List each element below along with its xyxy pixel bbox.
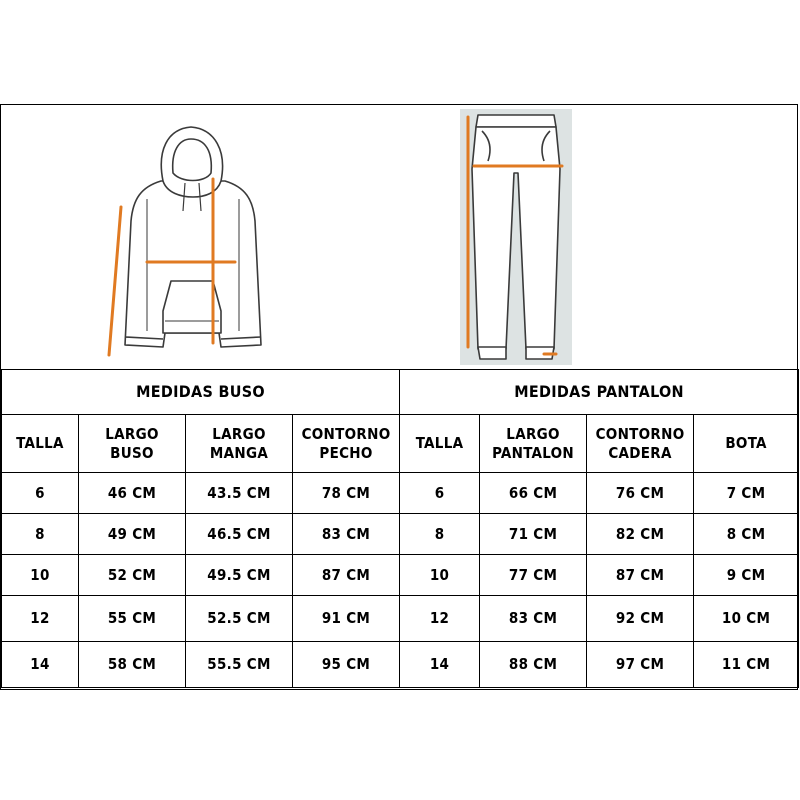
table-row xyxy=(2,642,799,688)
header-largo-pantalon: LARGO PANTALON xyxy=(480,415,587,473)
header-largo-buso: LARGO BUSO xyxy=(79,415,186,473)
cell-contorno-cadera: 87 CM xyxy=(587,555,694,596)
cell-largo-manga: 46.5 CM xyxy=(186,514,293,555)
cell-largo-manga: 52.5 CM xyxy=(186,596,293,642)
table-row xyxy=(2,473,799,514)
cell-bota: 8 CM xyxy=(694,514,799,555)
cell-largo-pantalon: 88 CM xyxy=(480,642,587,688)
cell-contorno-cadera: 76 CM xyxy=(587,473,694,514)
hoodie-diagram xyxy=(101,121,281,361)
cell-contorno-pecho: 87 CM xyxy=(293,555,400,596)
table-row xyxy=(2,514,799,555)
cell-bota: 9 CM xyxy=(694,555,799,596)
cell-largo-manga: 49.5 CM xyxy=(186,555,293,596)
table-row xyxy=(2,555,799,596)
cell-talla: 8 xyxy=(2,514,79,555)
cell-talla-pantalon: 14 xyxy=(400,642,480,688)
cell-largo-buso: 52 CM xyxy=(79,555,186,596)
cell-largo-manga: 55.5 CM xyxy=(186,642,293,688)
cell-largo-pantalon: 66 CM xyxy=(480,473,587,514)
cell-talla-pantalon: 8 xyxy=(400,514,480,555)
cell-contorno-cadera: 97 CM xyxy=(587,642,694,688)
cell-talla-pantalon: 6 xyxy=(400,473,480,514)
cell-bota: 10 CM xyxy=(694,596,799,642)
cell-talla: 10 xyxy=(2,555,79,596)
pants-table-title: MEDIDAS PANTALON xyxy=(400,370,799,415)
cell-contorno-pecho: 78 CM xyxy=(293,473,400,514)
header-talla-pantalon: TALLA xyxy=(400,415,480,473)
cell-bota: 7 CM xyxy=(694,473,799,514)
cell-largo-pantalon: 83 CM xyxy=(480,596,587,642)
cell-largo-pantalon: 71 CM xyxy=(480,514,587,555)
cell-contorno-pecho: 91 CM xyxy=(293,596,400,642)
illustration-row xyxy=(1,105,797,370)
cell-largo-buso: 55 CM xyxy=(79,596,186,642)
cell-contorno-pecho: 83 CM xyxy=(293,514,400,555)
cell-largo-manga: 43.5 CM xyxy=(186,473,293,514)
cell-talla-pantalon: 10 xyxy=(400,555,480,596)
cell-talla: 6 xyxy=(2,473,79,514)
cell-talla: 14 xyxy=(2,642,79,688)
header-bota: BOTA xyxy=(694,415,799,473)
header-talla: TALLA xyxy=(2,415,79,473)
header-contorno-cadera: CONTORNO CADERA xyxy=(587,415,694,473)
header-contorno-pecho: CONTORNO PECHO xyxy=(293,415,400,473)
header-largo-manga: LARGO MANGA xyxy=(186,415,293,473)
cell-talla-pantalon: 12 xyxy=(400,596,480,642)
cell-largo-pantalon: 77 CM xyxy=(480,555,587,596)
cell-largo-buso: 46 CM xyxy=(79,473,186,514)
cell-contorno-pecho: 95 CM xyxy=(293,642,400,688)
pants-diagram xyxy=(460,109,572,365)
table-row xyxy=(2,596,799,642)
cell-contorno-cadera: 82 CM xyxy=(587,514,694,555)
cell-largo-buso: 49 CM xyxy=(79,514,186,555)
cell-contorno-cadera: 92 CM xyxy=(587,596,694,642)
size-chart xyxy=(0,104,798,690)
cell-talla: 12 xyxy=(2,596,79,642)
hoodie-table-title: MEDIDAS BUSO xyxy=(2,370,400,415)
size-table xyxy=(1,369,799,688)
cell-largo-buso: 58 CM xyxy=(79,642,186,688)
cell-bota: 11 CM xyxy=(694,642,799,688)
